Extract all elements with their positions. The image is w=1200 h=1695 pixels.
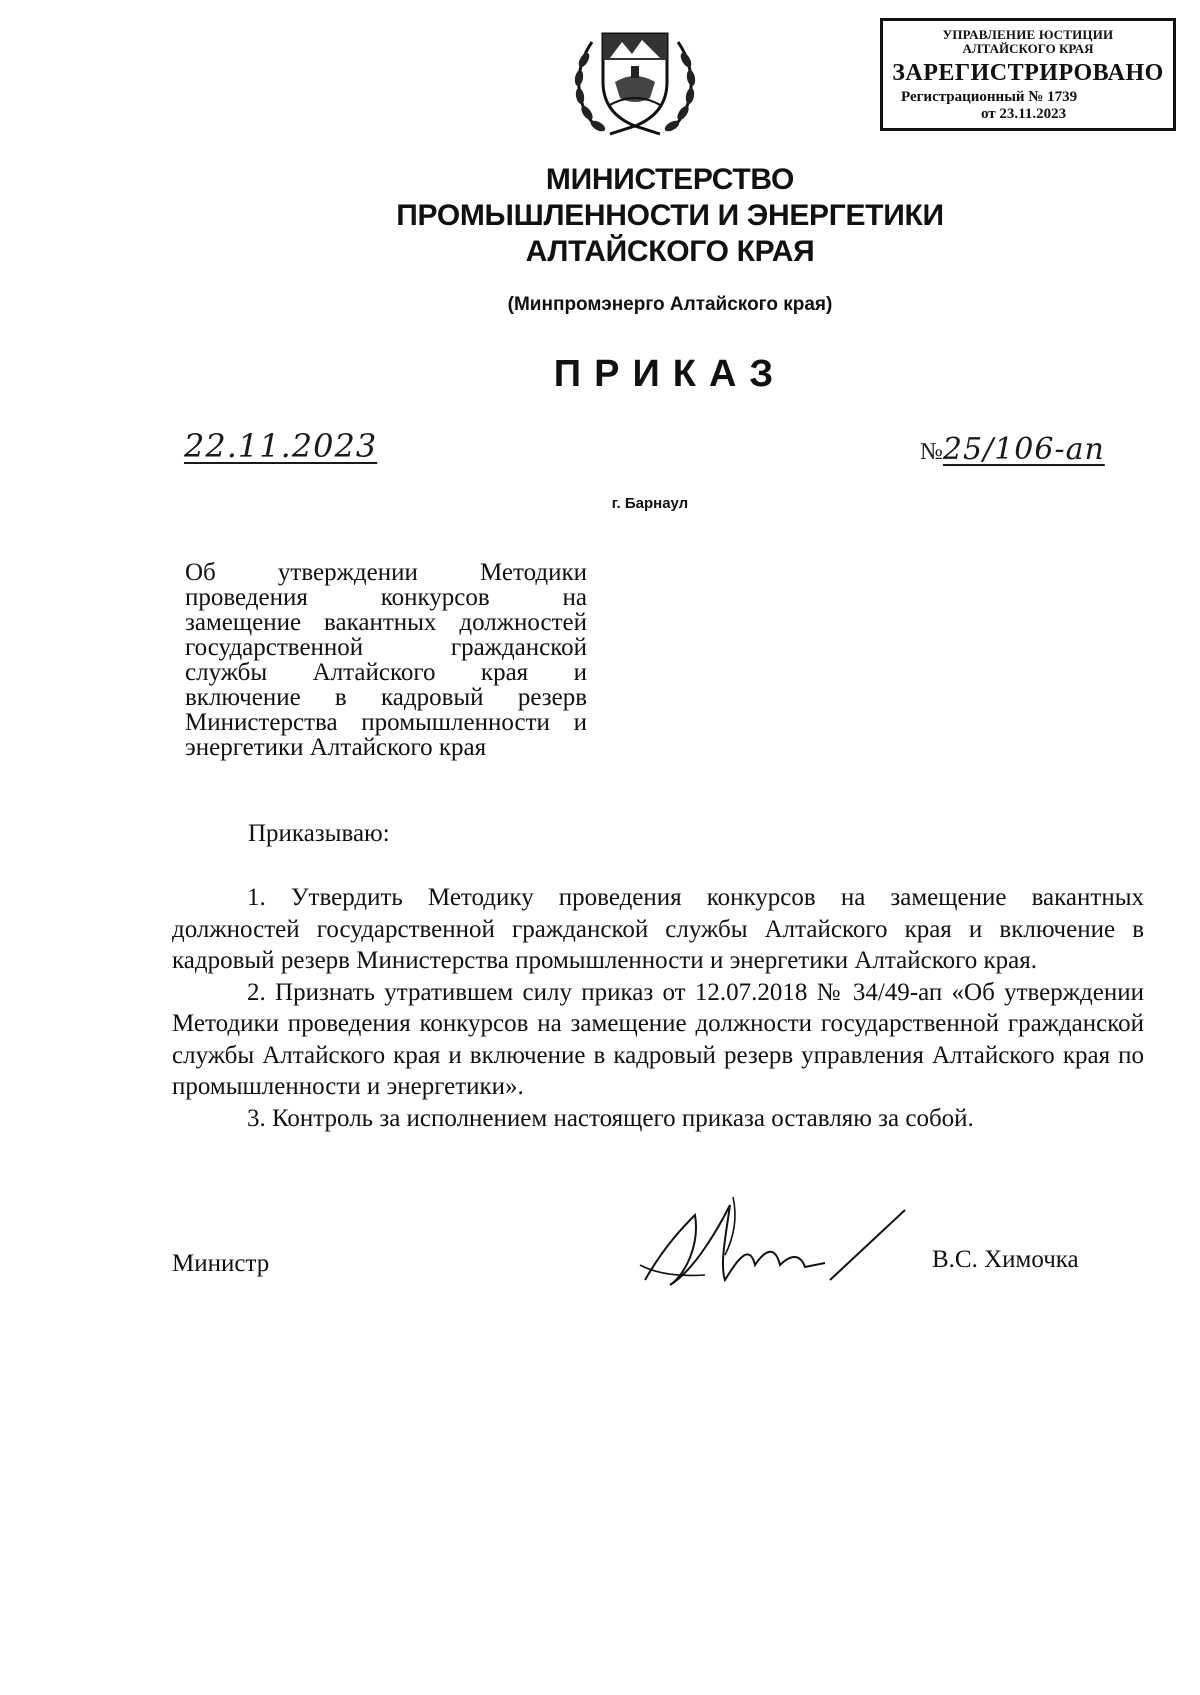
org-line-2: ПРОМЫШЛЕННОСТИ И ЭНЕРГЕТИКИ: [396, 199, 944, 232]
handwritten-signature: [625, 1185, 915, 1305]
order-body: [172, 882, 1144, 1134]
order-greeting: Приказываю:: [248, 820, 390, 847]
org-line-3: АЛТАЙСКОГО КРАЯ: [525, 235, 815, 268]
order-number: [920, 432, 1105, 467]
subject-line: Министерства промышленности и: [185, 709, 587, 736]
signer-role: Министр: [172, 1250, 270, 1277]
subject-line: замещение вакантных должностей: [185, 609, 587, 636]
stamp-reg-number: Регистрационный № 1739: [901, 89, 1078, 105]
coat-of-arms-emblem: [570, 20, 700, 142]
subject-line: службы Алтайского края и: [185, 659, 587, 686]
signature-icon: [625, 1185, 915, 1305]
signer-name: В.С. Химочка: [932, 1246, 1079, 1273]
order-item: 1. Утвердить Методику проведения конкурсов на замещение вакантных должностей государственной гражданской службы Алтайского края и включение в кадровый резерв Министерства промышленности и энергетики Алтайского края.: [172, 884, 1144, 974]
document-title: ПРИКАЗ: [553, 353, 787, 395]
order-item: 3. Контроль за исполнением настоящего приказа оставляю за собой.: [247, 1104, 974, 1132]
subject-line: энергетики Алтайского края: [185, 734, 487, 761]
order-subject: [185, 560, 587, 760]
city: г. Барнаул: [611, 495, 689, 512]
stamp-agency-line1: УПРАВЛЕНИЕ ЮСТИЦИИ: [942, 27, 1114, 42]
order-item: 2. Признать утратившем силу приказ от 12.07.2018 № 34/49-ап «Об утверждении Методики проведения конкурсов на замещение должности государственной гражданской службы Алтайского края и включение в кадровый резерв управления Алтайского края по промышленности и энергетики».: [172, 978, 1144, 1100]
subject-line: включение в кадровый резерв: [185, 684, 587, 711]
org-line-1: МИНИСТЕРСТВО: [545, 163, 795, 196]
subject-line: государственной гражданской: [185, 634, 587, 661]
stamp-agency-line2: АЛТАЙСКОГО КРАЯ: [962, 41, 1094, 56]
order-date: 22.11.2023: [184, 427, 378, 465]
altai-coat-of-arms-icon: [570, 20, 700, 142]
order-number-value: 25/106-ап: [942, 432, 1105, 467]
organization-short-name: (Минпромэнерго Алтайского края): [507, 294, 833, 315]
stamp-status: ЗАРЕГИСТРИРОВАНО: [892, 60, 1164, 86]
stamp-reg-date: от 23.11.2023: [981, 106, 1067, 122]
subject-line: Об утверждении Методики: [185, 559, 587, 586]
subject-line: проведения конкурсов на: [185, 584, 587, 611]
number-sign: №: [920, 439, 943, 465]
registration-stamp: [880, 18, 1176, 131]
organization-name: [300, 162, 1040, 270]
